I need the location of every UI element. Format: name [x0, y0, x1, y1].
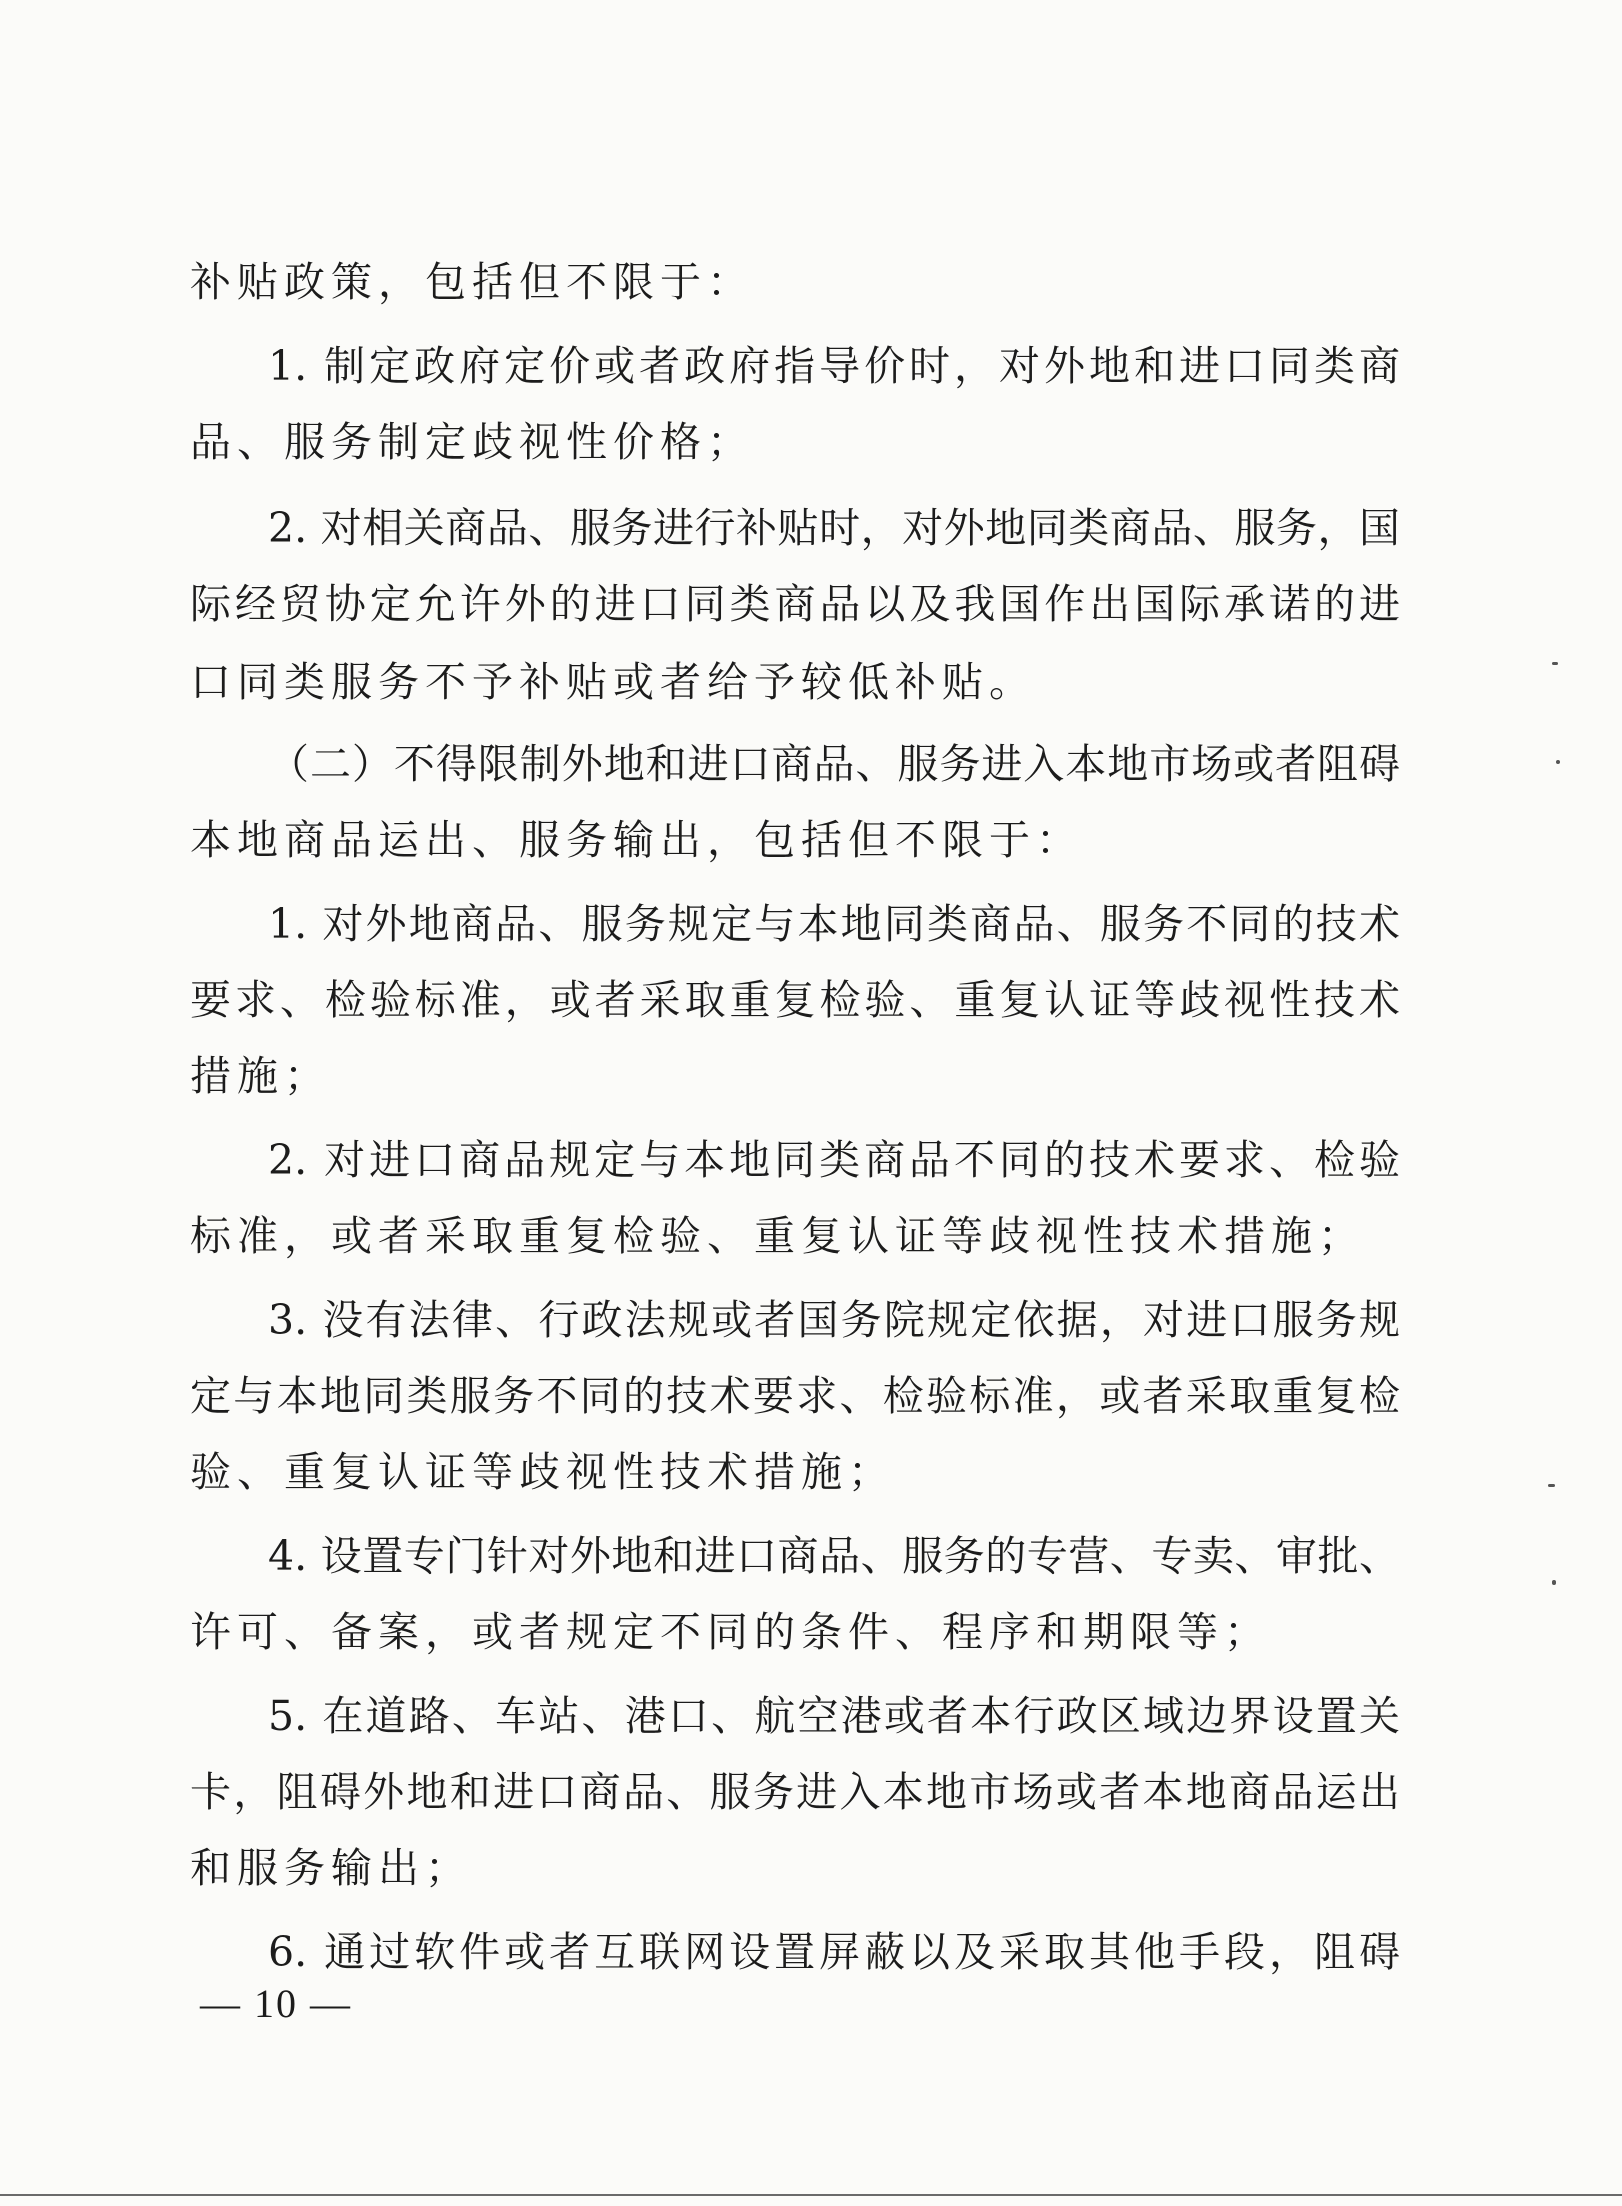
text-line-14: 3. 没有法律、行政法规或者国务院规定依据，对进口服务规 [268, 1296, 1400, 1344]
scan-mark [1556, 760, 1560, 764]
text-line-4: 2. 对相关商品、服务进行补贴时，对外地同类商品、服务，国 [268, 504, 1400, 552]
scan-mark [1552, 1580, 1556, 1585]
text-line-8: 本地商品运出、服务输出，包括但不限于： [190, 816, 1083, 864]
text-line-5: 际经贸协定允许外的进口同类商品以及我国作出国际承诺的进 [190, 580, 1400, 628]
text-line-2: 1. 制定政府定价或者政府指导价时，对外地和进口同类商 [268, 342, 1400, 390]
scan-bottom-edge [0, 2194, 1622, 2196]
text-line-21: 和服务输出； [190, 1844, 472, 1892]
text-line-13: 标准，或者采取重复检验、重复认证等歧视性技术措施； [190, 1212, 1365, 1260]
page-number: — 10 — [200, 1981, 352, 2026]
scan-mark [1552, 662, 1558, 665]
text-line-7: （二）不得限制外地和进口商品、服务进入本地市场或者阻碍 [268, 740, 1400, 788]
text-line-12: 2. 对进口商品规定与本地同类商品不同的技术要求、检验 [268, 1136, 1400, 1184]
text-line-11: 措施； [190, 1052, 331, 1100]
text-line-17: 4. 设置专门针对外地和进口商品、服务的专营、专卖、审批、 [268, 1532, 1400, 1580]
text-line-15: 定与本地同类服务不同的技术要求、检验标准，或者采取重复检 [190, 1372, 1400, 1420]
text-line-20: 卡，阻碍外地和进口商品、服务进入本地市场或者本地商品运出 [190, 1768, 1400, 1816]
text-line-3: 品、服务制定歧视性价格； [190, 418, 754, 466]
text-line-6: 口同类服务不予补贴或者给予较低补贴。 [190, 658, 1036, 706]
text-line-10: 要求、检验标准，或者采取重复检验、重复认证等歧视性技术 [190, 976, 1400, 1024]
scan-mark [1548, 1484, 1555, 1487]
text-line-18: 许可、备案，或者规定不同的条件、程序和期限等； [190, 1608, 1271, 1656]
text-line-16: 验、重复认证等歧视性技术措施； [190, 1448, 895, 1496]
text-line-9: 1. 对外地商品、服务规定与本地同类商品、服务不同的技术 [268, 900, 1400, 948]
text-line-1: 补贴政策，包括但不限于： [190, 258, 754, 306]
text-line-22: 6. 通过软件或者互联网设置屏蔽以及采取其他手段，阻碍 [268, 1928, 1400, 1976]
text-line-19: 5. 在道路、车站、港口、航空港或者本行政区域边界设置关 [268, 1692, 1400, 1740]
